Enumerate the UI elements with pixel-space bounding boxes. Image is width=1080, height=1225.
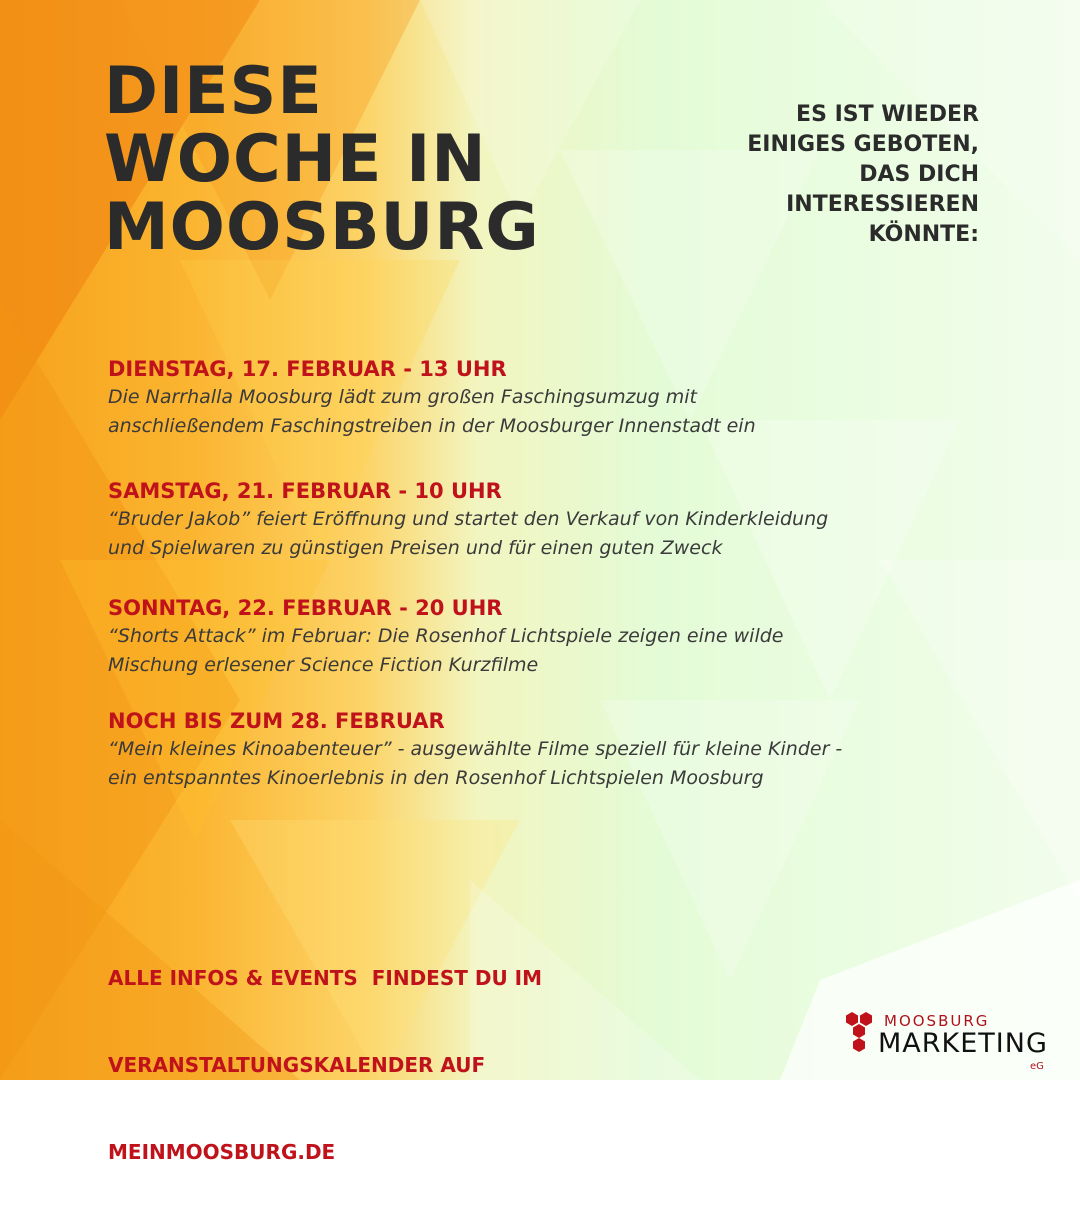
event-date: NOCH BIS ZUM 28. FEBRUAR	[108, 709, 445, 733]
title-line: WOCHE IN	[104, 122, 487, 197]
event-date: SAMSTAG, 21. FEBRUAR - 10 UHR	[108, 479, 502, 503]
event-item	[108, 594, 1008, 680]
moosburg-marketing-logo	[844, 1004, 1080, 1080]
event-item	[108, 355, 1008, 441]
event-date: DIENSTAG, 17. FEBRUAR - 13 UHR	[108, 357, 507, 381]
footer-line: ALLE INFOS & EVENTS FINDEST DU IM	[108, 966, 542, 990]
intro-line: KÖNNTE:	[868, 222, 979, 247]
intro-text	[747, 100, 979, 250]
event-description-line: und Spielwaren zu günstigen Preisen und für einen guten Zweck	[108, 537, 723, 559]
event-description-line: “Mein kleines Kinoabenteuer” - ausgewählte Filme speziell für kleine Kinder -	[108, 738, 843, 760]
hexagon-cluster-icon	[844, 1012, 878, 1052]
title-line: MOOSBURG	[104, 190, 540, 265]
event-description-line: Die Narrhalla Moosburg lädt zum großen Faschingsumzug mit	[108, 386, 698, 408]
page-title	[104, 54, 540, 265]
logo-text-main: MARKETING	[878, 1028, 1048, 1059]
event-description	[108, 622, 1008, 680]
event-description-line: “Shorts Attack” im Februar: Die Rosenhof Lichtspiele zeigen eine wilde	[108, 625, 784, 647]
title-line: DIESE	[104, 54, 323, 129]
event-description	[108, 383, 1008, 441]
event-item	[108, 477, 1008, 563]
intro-line: INTERESSIEREN	[786, 192, 979, 217]
event-description-line: ein entspanntes Kinoerlebnis in den Rosenhof Lichtspielen Moosburg	[108, 767, 764, 789]
event-item	[108, 707, 1008, 793]
intro-line: DAS DICH	[859, 162, 979, 187]
footer-website-link[interactable]: MEINMOOSBURG.DE	[108, 1140, 336, 1164]
event-description	[108, 505, 1008, 563]
event-description	[108, 735, 1008, 793]
event-date: SONNTAG, 22. FEBRUAR - 20 UHR	[108, 596, 503, 620]
footer-line: VERANSTALTUNGSKALENDER AUF	[108, 1053, 486, 1077]
event-description-line: anschließendem Faschingstreiben in der Moosburger Innenstadt ein	[108, 415, 756, 437]
intro-line: ES IST WIEDER	[796, 102, 979, 127]
logo-text-suffix: eG	[1030, 1061, 1044, 1072]
event-description-line: “Bruder Jakob” feiert Eröffnung und startet den Verkauf von Kinderkleidung	[108, 508, 829, 530]
footer-note	[108, 906, 542, 1225]
logo-text-top: MOOSBURG	[884, 1012, 990, 1030]
intro-line: EINIGES GEBOTEN,	[747, 132, 979, 157]
event-description-line: Mischung erlesener Science Fiction Kurzfilme	[108, 654, 539, 676]
